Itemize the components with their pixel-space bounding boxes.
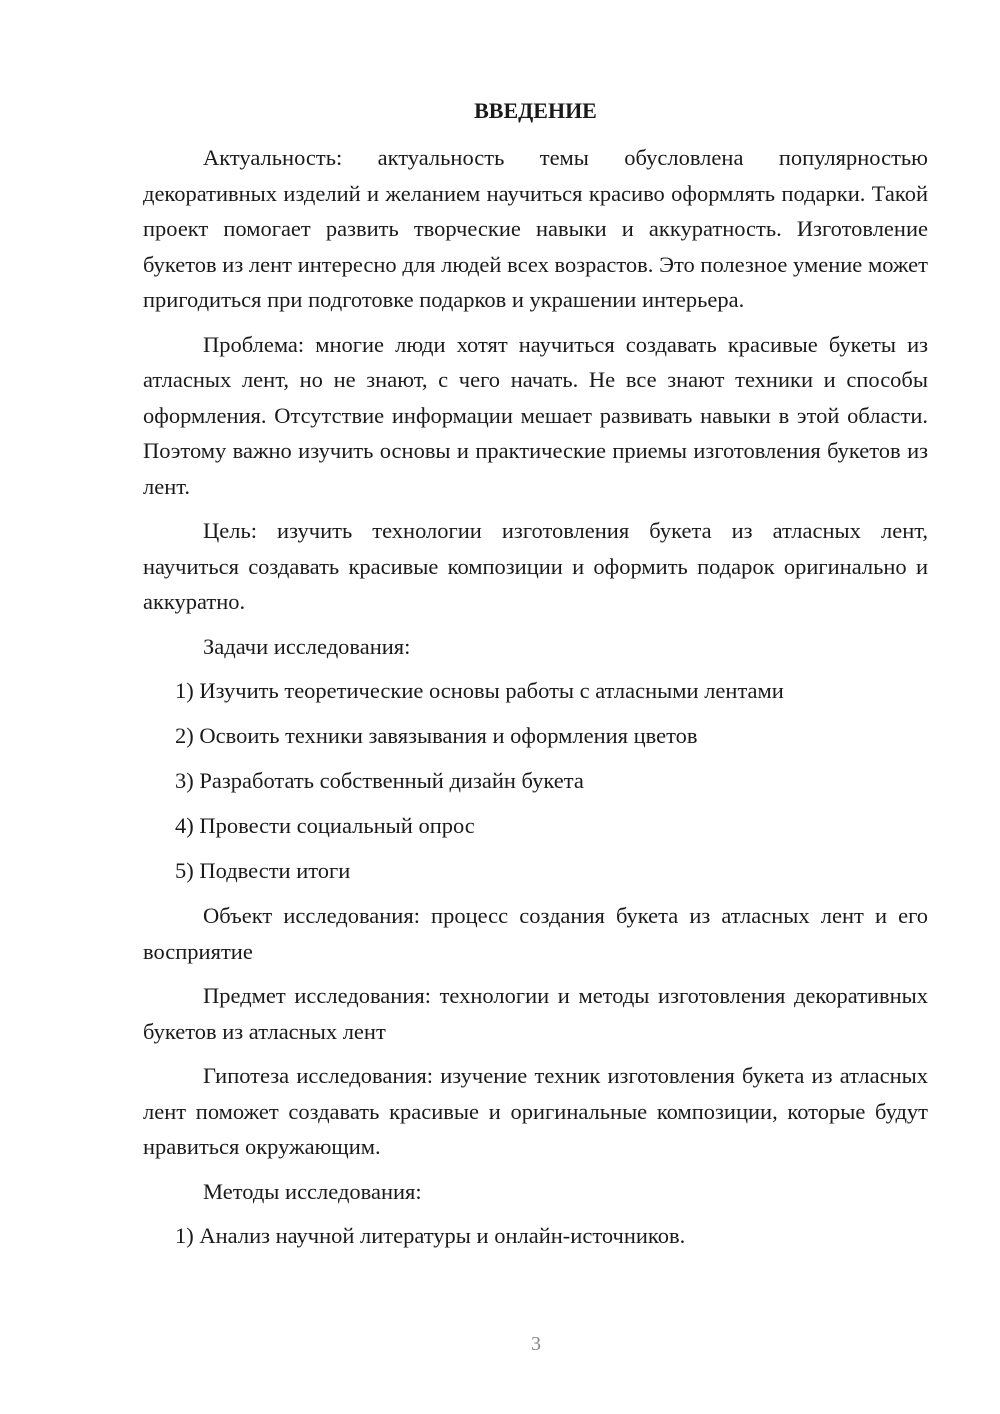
object-paragraph: Объект исследования: процесс создания букета из атласных лент и его восприятие (143, 903, 928, 964)
task-item-4: 4) Провести социальный опрос (175, 813, 475, 838)
task-item-2: 2) Освоить техники завязывания и оформления цветов (175, 723, 698, 748)
method-item-1: 1) Анализ научной литературы и онлайн-источников. (175, 1223, 686, 1248)
task-item-5: 5) Подвести итоги (175, 858, 351, 883)
task-item-1: 1) Изучить теоретические основы работы с атласными лентами (175, 678, 784, 703)
task-item-3: 3) Разработать собственный дизайн букета (175, 768, 584, 793)
section-title: ВВЕДЕНИЕ (474, 98, 597, 123)
tasks-heading: Задачи исследования: (203, 633, 411, 659)
page-content (143, 93, 928, 1263)
hypothesis-paragraph: Гипотеза исследования: изучение техник изготовления букета из атласных лент поможет создавать красивые и оригинальные композиции, которые будут нравиться окружающим. (143, 1063, 928, 1159)
relevance-paragraph: Актуальность: актуальность темы обусловлена популярностью декоративных изделий и желанием научиться красиво оформлять подарки. Такой проект помогает развить творческие навыки и аккуратность. Изготовление букетов из лент интересно для людей всех возрастов. Это полезное умение может пригодиться при подготовке подарков и украшении интерьера. (143, 145, 928, 312)
problem-paragraph: Проблема: многие люди хотят научиться создавать красивые букеты из атласных лент, но не знают, с чего начать. Не все знают техники и способы оформления. Отсутствие информации мешает развивать навыки в этой области. Поэтому важно изучить основы и практические приемы изготовления букетов из лент. (143, 331, 928, 499)
methods-heading: Методы исследования: (203, 1178, 422, 1204)
page-number: 3 (531, 1333, 541, 1355)
subject-paragraph: Предмет исследования: технологии и методы изготовления декоративных букетов из атласных лент (143, 983, 928, 1044)
goal-paragraph: Цель: изучить технологии изготовления букета из атласных лент, научиться создавать красивые композиции и оформить подарок оригинально и аккуратно. (143, 518, 928, 614)
